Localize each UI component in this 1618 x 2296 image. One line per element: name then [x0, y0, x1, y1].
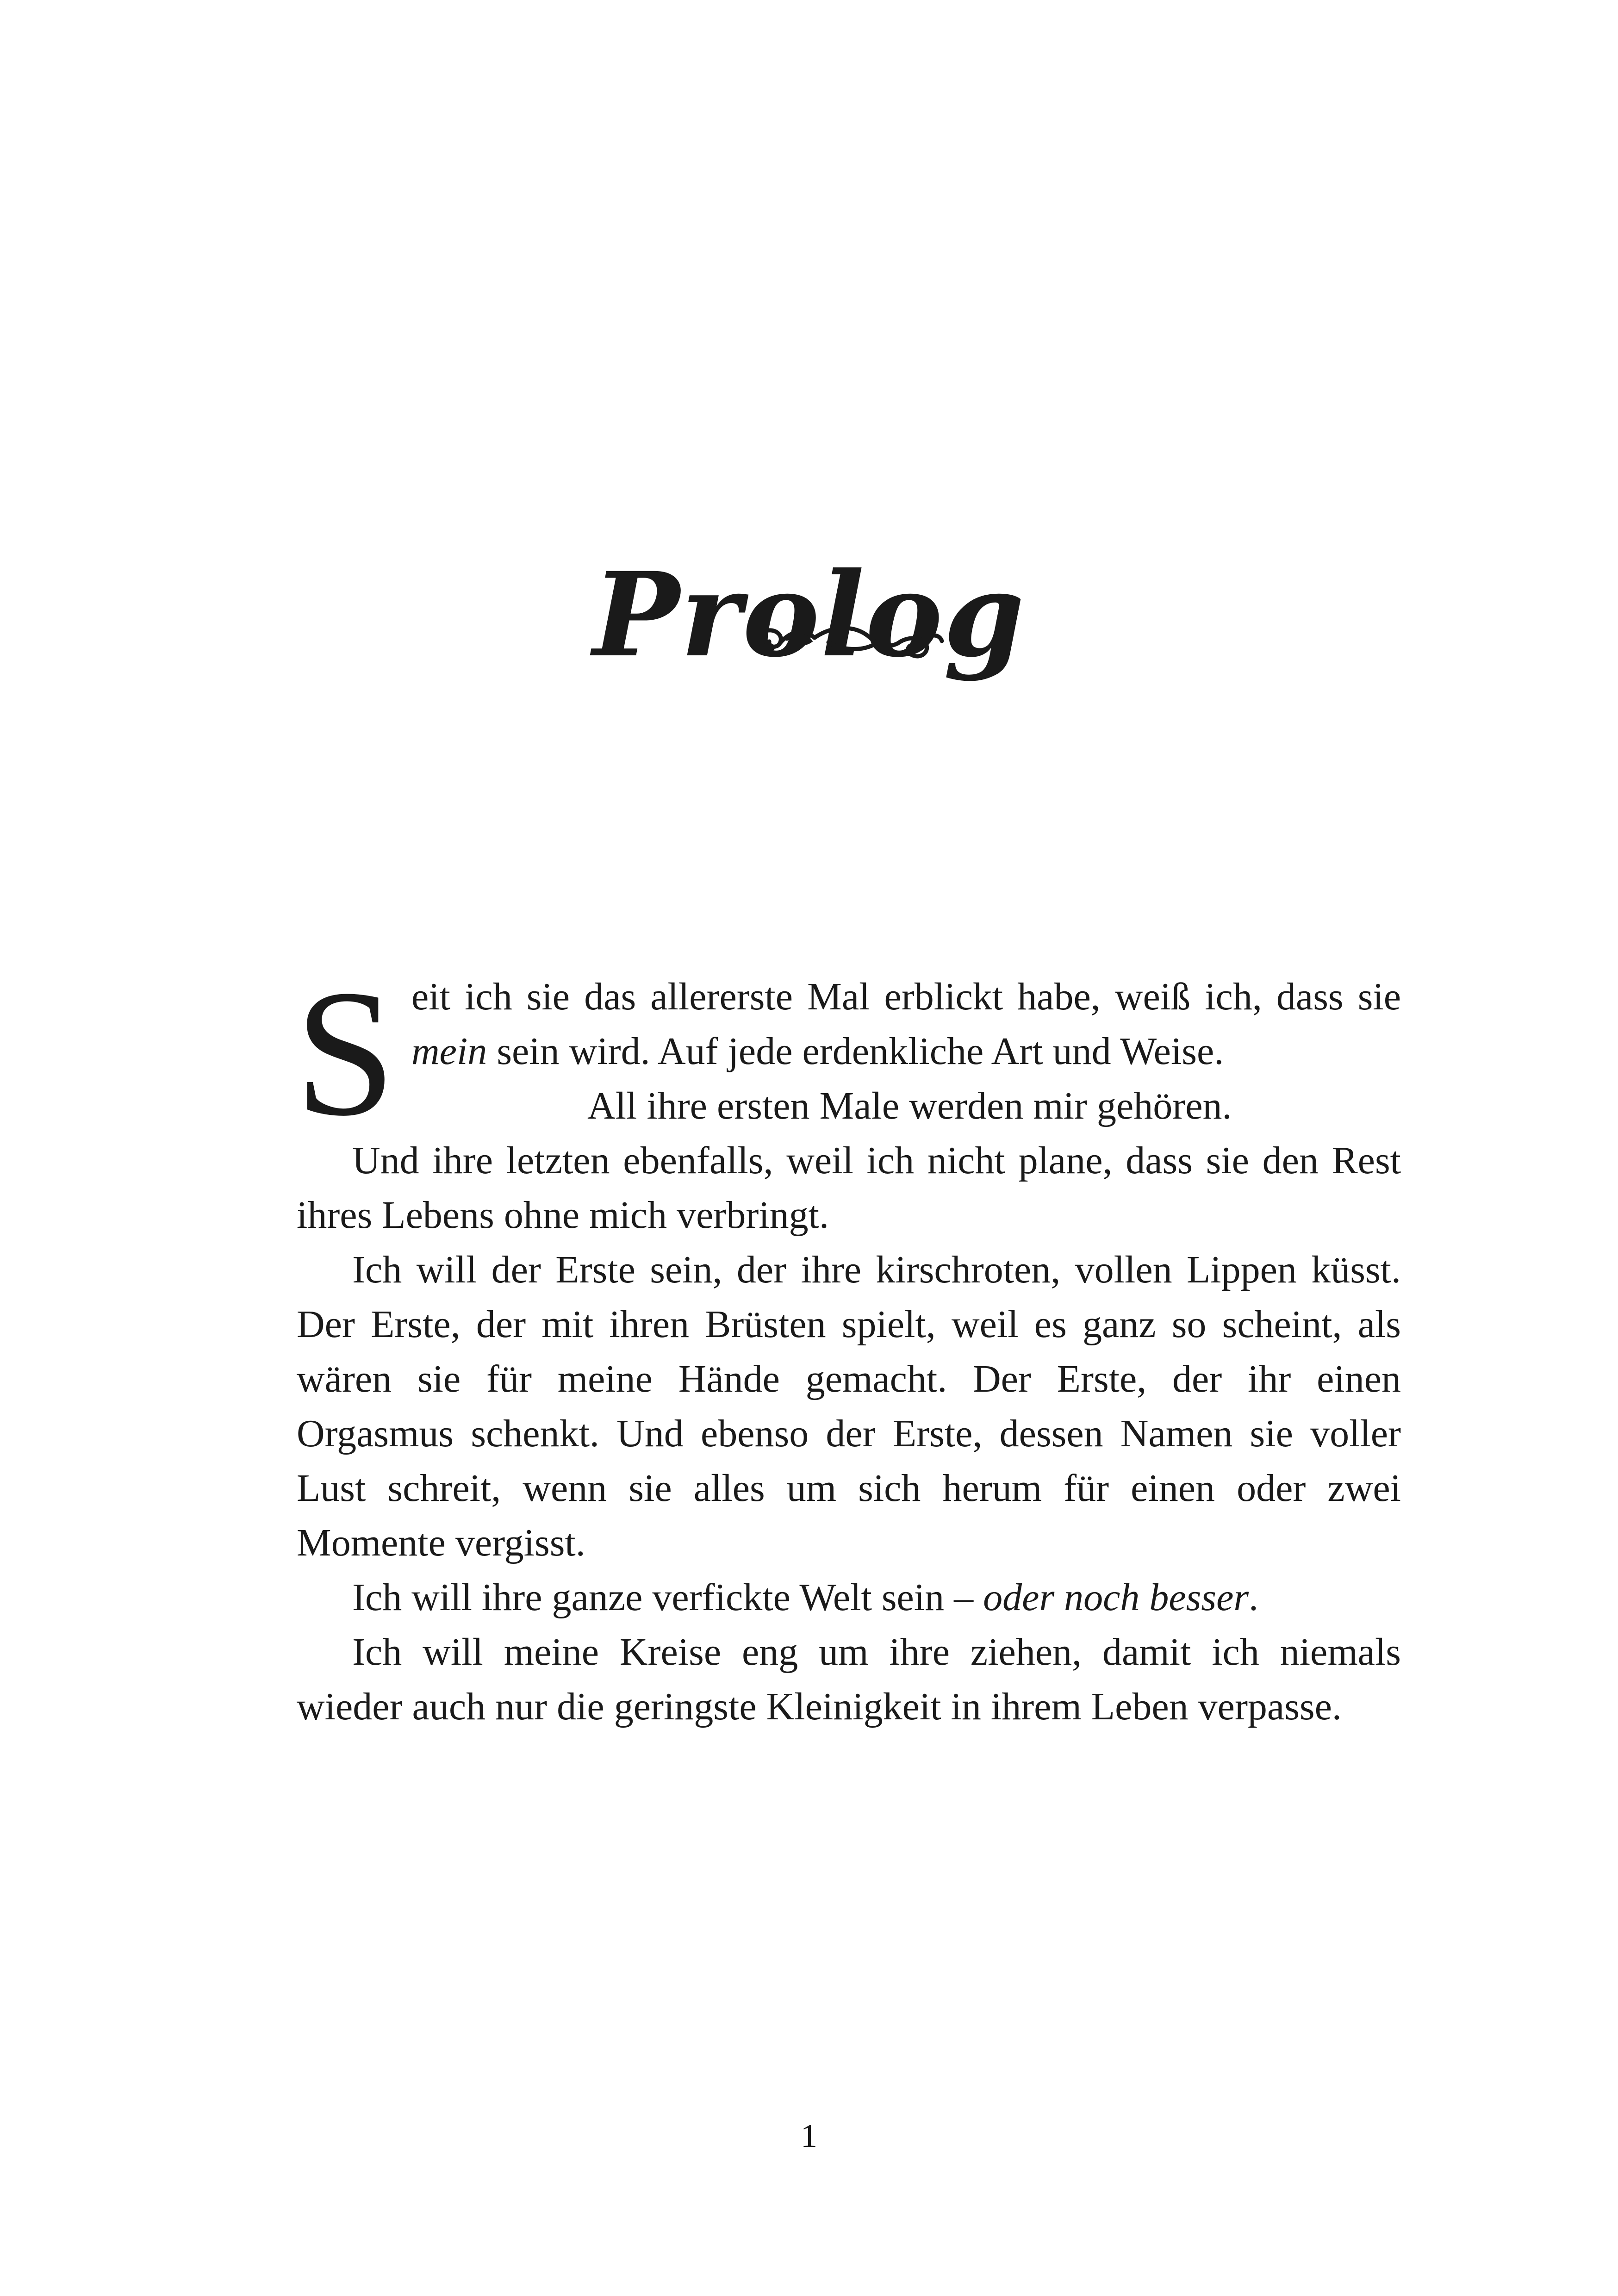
paragraph: Ich will der Erste sein, der ihre kirschroten, vollen Lippen küsst. Der Erste, der mit ihren Brüsten spielt, weil es ganz so scheint, als wären sie für meine Hände gemacht. Der Erste, der ihr einen Orgasmus schenkt. Und ebenso der Erste, dessen Namen sie voller Lust schreit, wenn sie alles um sich herum für einen oder zwei Momente vergisst.: [297, 1248, 1401, 1564]
paragraph: [297, 1570, 1401, 1625]
paragraph: Und ihre letzten ebenfalls, weil ich nicht plane, dass sie den Rest ihres Lebens ohne mich verbringt.: [297, 1139, 1401, 1237]
paragraph: All ihre ersten Male werden mir gehören.: [587, 1084, 1232, 1127]
emphasis-text: oder noch besser: [983, 1576, 1249, 1619]
paragraph-text: sein wird. Auf jede erdenkliche Art und Weise.: [487, 1030, 1224, 1073]
drop-cap: S: [295, 952, 396, 1153]
scroll-flourish-icon: [741, 616, 953, 666]
page-number: 1: [801, 2117, 817, 2154]
paragraph: Ich will meine Kreise eng um ihre ziehen, damit ich niemals wieder auch nur die geringste Kleinigkeit in ihrem Leben verpasse.: [297, 1630, 1401, 1728]
paragraph-text: .: [1249, 1576, 1259, 1619]
paragraph-text: Ich will ihre ganze verfickte Welt sein –: [352, 1576, 983, 1619]
paragraph-text: eit ich sie das allererste Mal erblickt habe, weiß ich, dass sie: [411, 975, 1401, 1018]
emphasis-text: mein: [411, 1030, 487, 1073]
chapter-title: Prolog: [592, 546, 1026, 683]
body-text: [295, 952, 1401, 1734]
